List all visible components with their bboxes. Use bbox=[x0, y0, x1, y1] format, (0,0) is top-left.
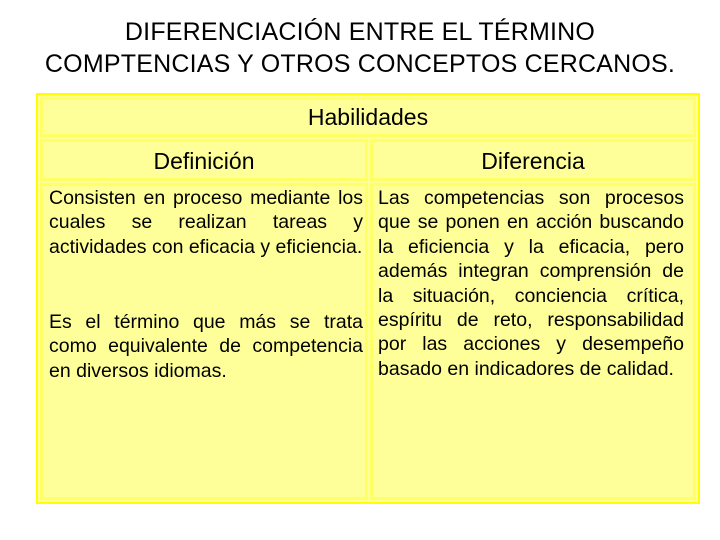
diferencia-cell bbox=[370, 183, 696, 500]
table-header-habilidades: Habilidades bbox=[40, 97, 696, 137]
comparison-table bbox=[36, 93, 700, 504]
title-line-2: COMPTENCIAS Y OTROS CONCEPTOS CERCANOS. bbox=[44, 50, 676, 78]
title-line-1: DIFERENCIACIÓN ENTRE EL TÉRMINO bbox=[124, 18, 596, 46]
diferencia-paragraph: Las competencias son procesos que se ponen en acción buscando la eficiencia y la eficacia, pero además integran comprensión de la situación, conciencia crítica, espíritu de reto, responsabilidad por las acciones y desempeño basado en indicadores de calidad. bbox=[378, 187, 684, 380]
column-header-diferencia: Diferencia bbox=[370, 139, 696, 181]
definicion-paragraph-1: Consisten en proceso mediante los cuales se realizan tareas y actividades con eficacia y eficiencia. bbox=[49, 187, 363, 258]
definicion-paragraph-2: Es el término que más se trata como equivalente de competencia en diversos idiomas. bbox=[49, 311, 363, 382]
column-header-definicion: Definición bbox=[40, 139, 368, 181]
definicion-cell bbox=[40, 183, 368, 500]
page-title bbox=[0, 16, 720, 80]
